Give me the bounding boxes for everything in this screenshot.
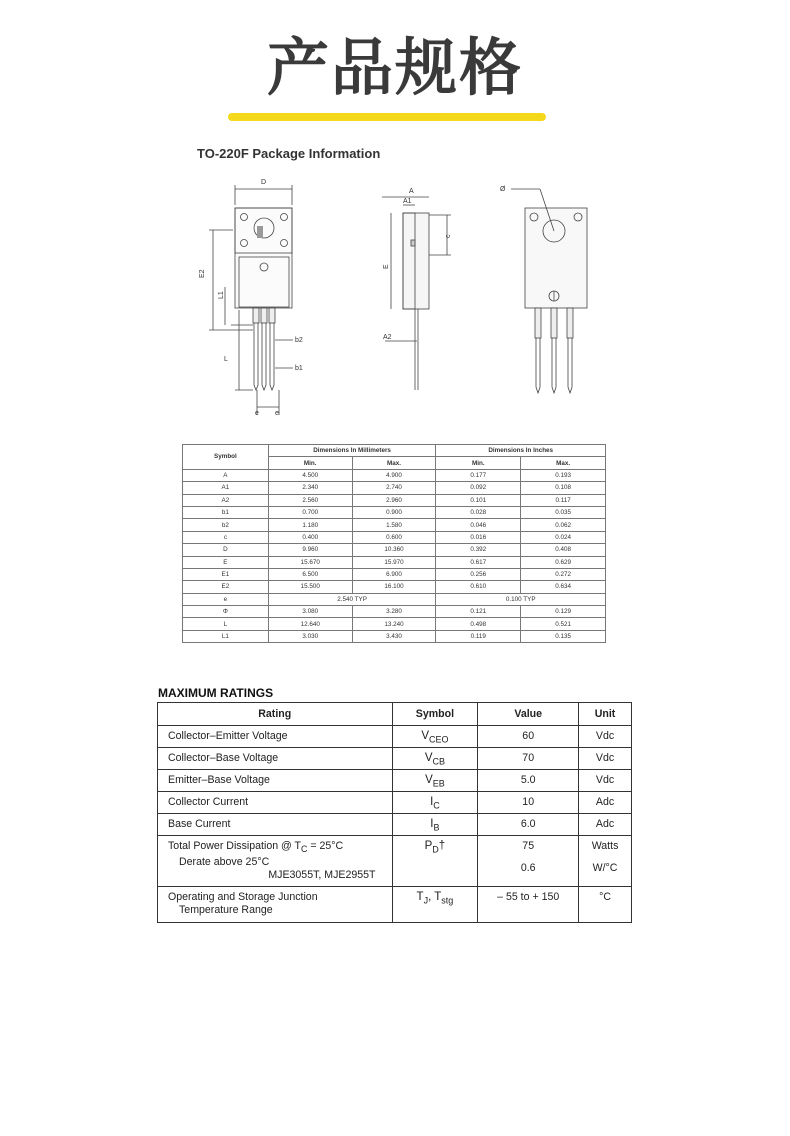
symbol-sub: CB — [432, 756, 445, 767]
table-row — [183, 482, 606, 494]
label-c: c — [445, 234, 452, 238]
cell-in-min: 0.028 — [436, 506, 521, 518]
cell-symbol: b1 — [183, 506, 269, 518]
cell-symbol-power — [392, 836, 478, 887]
cell-value: 6.0 — [478, 814, 579, 836]
power-value-2: 0.6 — [520, 862, 536, 874]
table-row — [183, 581, 606, 593]
cell-mm-max: 2.960 — [352, 494, 436, 506]
power-text-sub: C — [301, 844, 308, 855]
cell-in-min: 0.177 — [436, 469, 521, 481]
cell-mm-min: 12.640 — [268, 618, 352, 630]
cell-mm-min: 3.030 — [268, 630, 352, 642]
front-view-drawing — [209, 185, 293, 415]
cell-mm-max: 15.970 — [352, 556, 436, 568]
side-view-drawing — [382, 197, 451, 390]
cell-in-min: 0.046 — [436, 519, 521, 531]
cell-mm-max: 0.900 — [352, 506, 436, 518]
cell-value: 5.0 — [478, 770, 579, 792]
cell-symbol: E — [183, 556, 269, 568]
ratings-header-rating: Rating — [158, 703, 393, 726]
table-row — [158, 770, 632, 792]
symbol-main: V — [421, 730, 429, 742]
dims-header-inch: Dimensions In Inches — [436, 445, 606, 457]
cell-mm-min: 9.960 — [268, 544, 352, 556]
cell-in-min: 0.610 — [436, 581, 521, 593]
power-line-1 — [168, 840, 382, 856]
cell-in-max: 0.135 — [521, 630, 606, 642]
symbol-separator: , — [428, 891, 435, 904]
cell-symbol — [392, 792, 478, 814]
cell-unit-temp: °C — [579, 887, 632, 923]
table-row — [183, 618, 606, 630]
table-row — [183, 519, 606, 531]
cell-rating: Collector–Emitter Voltage — [158, 726, 393, 748]
dimensions-table-wrap — [182, 444, 606, 643]
label-e-left: e — [255, 410, 259, 417]
cell-mm-min: 6.500 — [268, 568, 352, 580]
page-title: 产品规格 — [266, 31, 523, 104]
symbol-main: I — [430, 818, 434, 830]
power-text-b: = 25°C — [307, 840, 344, 852]
dims-header-symbol: Symbol — [183, 445, 269, 470]
cell-in-max: 0.108 — [521, 482, 606, 494]
table-row — [183, 469, 606, 481]
power-unit-2: W/°C — [592, 862, 618, 874]
dims-header-mm-min: Min. — [268, 457, 352, 469]
cell-rating-temp — [158, 887, 393, 923]
cell-unit: Adc — [579, 814, 632, 836]
label-e2: E2 — [199, 269, 206, 278]
cell-in-min: 0.121 — [436, 606, 521, 618]
cell-value-temp: – 55 to + 150 — [478, 887, 579, 923]
cell-in-typ: 0.100 TYP — [436, 593, 606, 605]
symbol-main-1: T — [416, 891, 424, 904]
cell-rating: Collector–Base Voltage — [158, 748, 393, 770]
cell-mm-max: 1.580 — [352, 519, 436, 531]
cell-in-max: 0.521 — [521, 618, 606, 630]
cell-symbol: A — [183, 469, 269, 481]
power-value-1: 75 — [522, 840, 535, 852]
cell-value-power — [478, 836, 579, 887]
cell-mm-min: 2.340 — [268, 482, 352, 494]
table-row — [183, 544, 606, 556]
label-d: D — [261, 179, 267, 186]
table-row — [183, 556, 606, 568]
cell-mm-max: 16.100 — [352, 581, 436, 593]
symbol-main: P — [424, 840, 433, 852]
symbol-main: V — [424, 752, 433, 764]
cell-in-min: 0.119 — [436, 630, 521, 642]
table-row-temp — [158, 887, 632, 923]
cell-symbol: E2 — [183, 581, 269, 593]
power-text-a: Total Power Dissipation @ T — [168, 840, 302, 852]
symbol-sub: CEO — [428, 734, 449, 745]
table-row-power — [158, 836, 632, 887]
cell-rating-power — [158, 836, 393, 887]
cell-in-max: 0.193 — [521, 469, 606, 481]
label-a1: A1 — [403, 198, 412, 205]
symbol-main: V — [425, 774, 433, 786]
cell-symbol: E1 — [183, 568, 269, 580]
cell-symbol: c — [183, 531, 269, 543]
cell-symbol — [392, 726, 478, 748]
ratings-header-unit: Unit — [579, 703, 632, 726]
cell-symbol-temp — [392, 887, 478, 923]
cell-in-min: 0.392 — [436, 544, 521, 556]
table-row — [158, 726, 632, 748]
table-row — [183, 630, 606, 642]
cell-symbol: D — [183, 544, 269, 556]
temp-line-2: Temperature Range — [179, 904, 273, 917]
table-row — [183, 568, 606, 580]
cell-symbol — [392, 814, 478, 836]
package-title: TO-220F Package Information — [197, 146, 381, 161]
cell-symbol — [392, 770, 478, 792]
cell-in-min: 0.256 — [436, 568, 521, 580]
cell-rating: Collector Current — [158, 792, 393, 814]
cell-rating: Base Current — [158, 814, 393, 836]
cell-mm-min: 3.080 — [268, 606, 352, 618]
symbol-sub-2: stg — [441, 895, 454, 906]
cell-mm-min: 4.500 — [268, 469, 352, 481]
table-row — [183, 506, 606, 518]
cell-symbol: e — [183, 593, 269, 605]
dagger-mark: † — [438, 840, 446, 852]
cell-unit: Vdc — [579, 748, 632, 770]
symbol-sub-1: J — [423, 895, 429, 906]
symbol-sub: EB — [432, 778, 445, 789]
label-b1: b1 — [295, 365, 303, 372]
cell-mm-max: 10.360 — [352, 544, 436, 556]
cell-symbol: b2 — [183, 519, 269, 531]
label-b2: b2 — [295, 337, 303, 344]
power-line-2: Derate above 25°C — [179, 856, 270, 869]
table-row — [183, 531, 606, 543]
back-view-drawing — [511, 189, 587, 393]
cell-mm-max: 3.280 — [352, 606, 436, 618]
label-l: L — [224, 356, 228, 363]
cell-mm-max: 2.740 — [352, 482, 436, 494]
package-drawings — [195, 175, 615, 425]
ratings-title: MAXIMUM RATINGS — [158, 686, 274, 700]
cell-unit: Vdc — [579, 726, 632, 748]
ratings-table-wrap — [157, 702, 632, 923]
label-phi: Ø — [500, 186, 506, 193]
dimensions-table — [182, 444, 606, 643]
ratings-header-symbol: Symbol — [392, 703, 478, 726]
cell-mm-typ: 2.540 TYP — [268, 593, 436, 605]
cell-mm-max: 0.600 — [352, 531, 436, 543]
cell-in-min: 0.016 — [436, 531, 521, 543]
cell-rating: Emitter–Base Voltage — [158, 770, 393, 792]
symbol-main: I — [430, 796, 434, 808]
cell-symbol: A1 — [183, 482, 269, 494]
cell-in-max: 0.117 — [521, 494, 606, 506]
label-a2: A2 — [383, 334, 392, 341]
cell-mm-max: 4.900 — [352, 469, 436, 481]
table-row — [158, 792, 632, 814]
ratings-header-value: Value — [478, 703, 579, 726]
symbol-sub: D — [432, 844, 439, 855]
cell-unit: Vdc — [579, 770, 632, 792]
dims-header-mm-max: Max. — [352, 457, 436, 469]
label-l1: L1 — [218, 291, 225, 299]
cell-unit: Adc — [579, 792, 632, 814]
cell-in-max: 0.272 — [521, 568, 606, 580]
cell-value: 70 — [478, 748, 579, 770]
table-row — [158, 748, 632, 770]
cell-symbol: Φ — [183, 606, 269, 618]
table-row — [158, 814, 632, 836]
cell-value: 10 — [478, 792, 579, 814]
table-row — [183, 494, 606, 506]
cell-in-min: 0.092 — [436, 482, 521, 494]
ratings-table — [157, 702, 632, 923]
dims-header-mm: Dimensions In Millimeters — [268, 445, 436, 457]
power-line-3: MJE3055T, MJE2955T — [268, 869, 376, 882]
dims-header-in-max: Max. — [521, 457, 606, 469]
cell-mm-min: 15.500 — [268, 581, 352, 593]
cell-mm-max: 13.240 — [352, 618, 436, 630]
cell-symbol: L1 — [183, 630, 269, 642]
title-underline — [228, 113, 546, 121]
cell-mm-max: 3.430 — [352, 630, 436, 642]
cell-in-max: 0.035 — [521, 506, 606, 518]
cell-in-max: 0.129 — [521, 606, 606, 618]
cell-in-min: 0.498 — [436, 618, 521, 630]
cell-in-max: 0.062 — [521, 519, 606, 531]
cell-unit-power — [579, 836, 632, 887]
cell-value: 60 — [478, 726, 579, 748]
label-a: A — [409, 188, 414, 195]
power-unit-1: Watts — [591, 840, 619, 852]
label-e: E — [383, 264, 390, 269]
cell-in-min: 0.101 — [436, 494, 521, 506]
label-e-right: e — [275, 410, 279, 417]
cell-mm-min: 2.560 — [268, 494, 352, 506]
cell-in-max: 0.629 — [521, 556, 606, 568]
cell-symbol: A2 — [183, 494, 269, 506]
cell-in-max: 0.408 — [521, 544, 606, 556]
cell-in-max: 0.634 — [521, 581, 606, 593]
cell-mm-min: 0.400 — [268, 531, 352, 543]
symbol-sub: C — [433, 800, 440, 811]
table-row — [183, 606, 606, 618]
temp-line-1: Operating and Storage Junction — [168, 891, 318, 904]
cell-symbol — [392, 748, 478, 770]
table-row — [183, 593, 606, 605]
cell-in-min: 0.617 — [436, 556, 521, 568]
cell-mm-max: 6.900 — [352, 568, 436, 580]
symbol-sub: B — [433, 822, 440, 833]
cell-mm-min: 15.670 — [268, 556, 352, 568]
cell-mm-min: 1.180 — [268, 519, 352, 531]
cell-mm-min: 0.700 — [268, 506, 352, 518]
cell-symbol: L — [183, 618, 269, 630]
symbol-main-2: T — [434, 891, 442, 904]
dims-header-in-min: Min. — [436, 457, 521, 469]
cell-in-max: 0.024 — [521, 531, 606, 543]
